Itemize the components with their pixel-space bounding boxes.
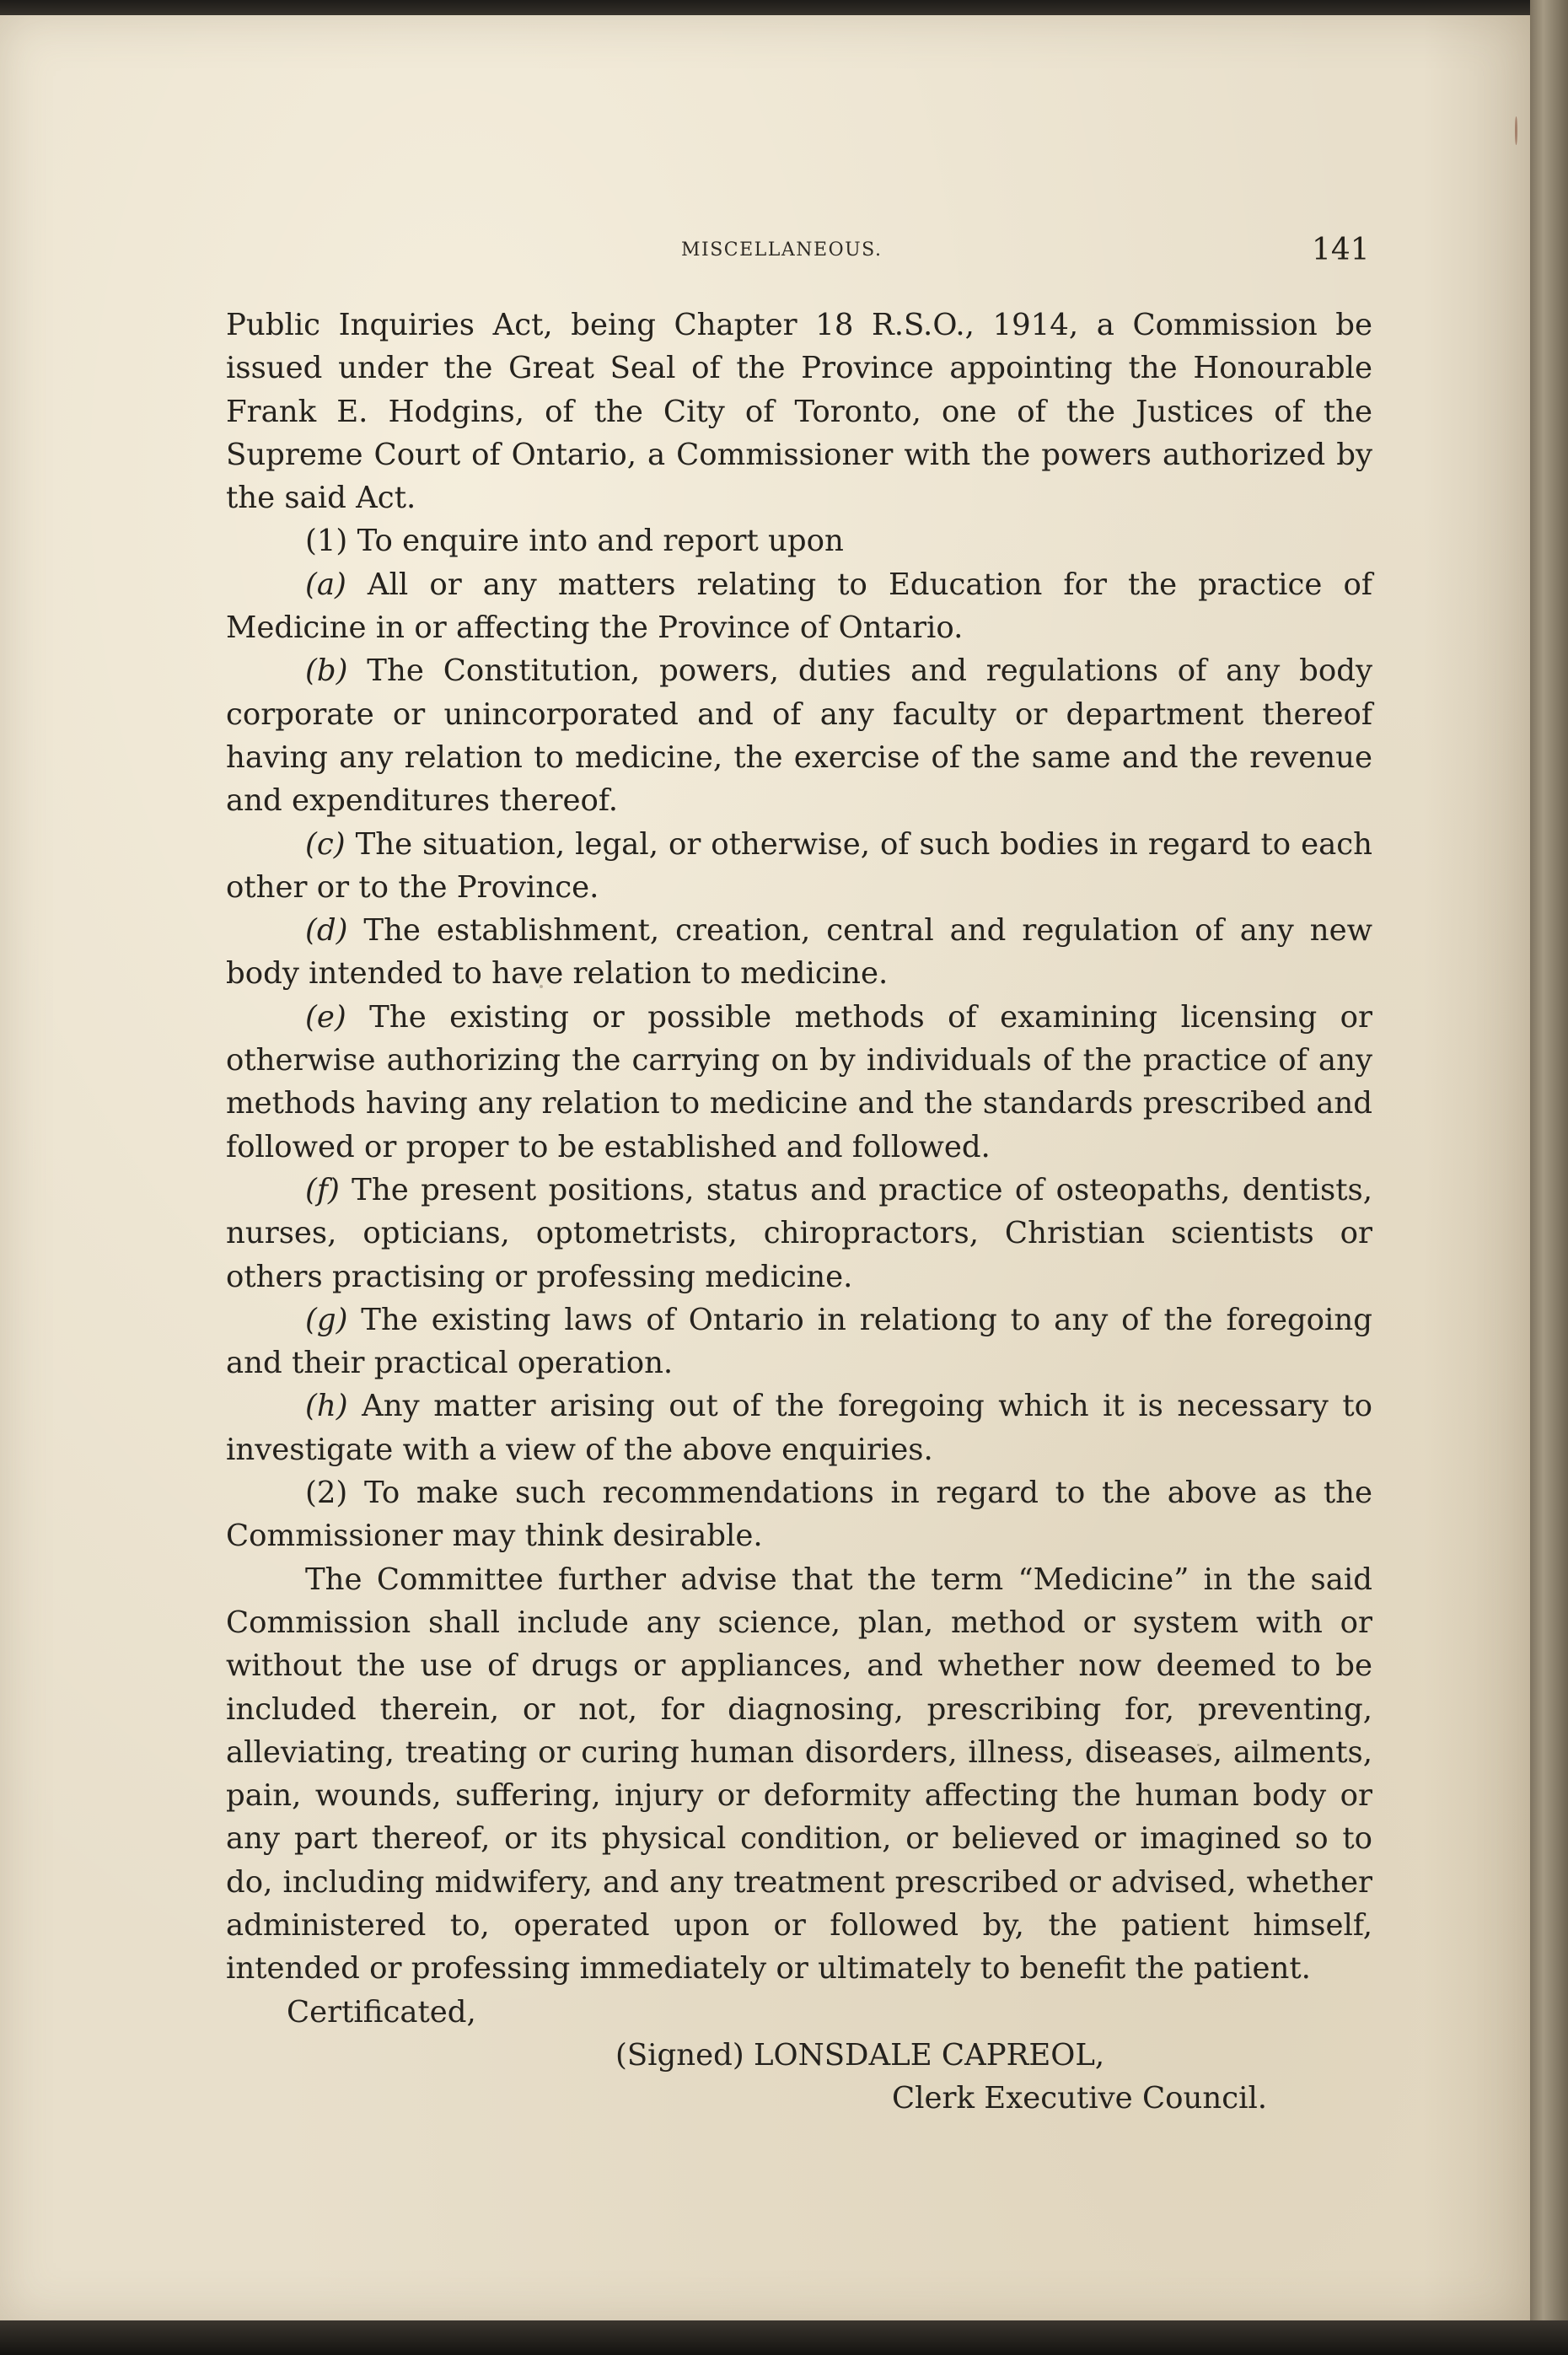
item-text: The establishment, creation, central and regulation of any new body intended to have relation to medicine. <box>226 913 1372 992</box>
item-text: Any matter arising out of the foregoing which it is necessary to investigate with a view of the above enquiries. <box>226 1389 1372 1467</box>
paper-mark <box>1515 116 1517 145</box>
item-text: The existing or possible methods of examining licensing or otherwise authorizing the carrying on by individuals of the practice of any methods having any relation to medicine and the standards prescribed and followed or proper to be established and followed. <box>226 999 1372 1164</box>
item-marker: (f) <box>305 1172 340 1207</box>
paragraph-intro: Public Inquiries Act, being Chapter 18 R.S.O., 1914, a Commission be issued under the Great Seal of the Province appointing the Honourable Frank E. Hodgins, of the City of Toronto, one of the Justices of the Supreme Court of Ontario, a Commissioner with the powers authorized by the said Act. <box>226 308 1372 516</box>
item-marker: (b) <box>305 653 348 689</box>
paragraph-item-f <box>226 1169 1372 1298</box>
item-marker: (g) <box>305 1302 348 1337</box>
body-text <box>226 304 1372 2120</box>
book-spine <box>1530 0 1568 2355</box>
paragraph-item-a <box>226 563 1372 650</box>
item-marker: (h) <box>305 1389 348 1424</box>
page-number: 141 <box>1312 233 1370 267</box>
item-text: All or any matters relating to Education for the practice of Medicine in or affecting the Province of Ontario. <box>226 567 1372 646</box>
item-marker: (c) <box>305 826 346 862</box>
paragraph-item-d <box>226 909 1372 996</box>
signatory-title: Clerk Executive Council. <box>892 2081 1268 2116</box>
certificated-line: Certificated, <box>287 1994 476 2030</box>
paragraph-item-2: (2) To make such recommendations in regard to the above as the Commissioner may think desirable. <box>226 1476 1372 1554</box>
running-head <box>0 233 1530 272</box>
item-text: The existing laws of Ontario in relationg to any of the foregoing and their practical operation. <box>226 1302 1372 1381</box>
paragraph-item-g <box>226 1298 1372 1385</box>
item-text: The Constitution, powers, duties and regulations of any body corporate or unincorporated and of any faculty or department thereof having any relation to medicine, the exercise of the same and the revenue and expenditures thereof. <box>226 653 1372 819</box>
paragraph-item-c <box>226 823 1372 910</box>
item-marker: (e) <box>305 999 346 1035</box>
paragraph-item-b <box>226 649 1372 822</box>
signature-line: (Signed) LONSDALE CAPREOL, <box>615 2037 1105 2073</box>
paragraph-item-e <box>226 996 1372 1169</box>
paragraph-item-1: (1) To enquire into and report upon <box>305 524 844 559</box>
item-text: The present positions, status and practice of osteopaths, dentists, nurses, opticians, optometrists, chiropractors, Christian scientists or others practising or professing medicine. <box>226 1172 1372 1294</box>
scan-edge-bottom <box>0 2320 1568 2355</box>
item-text: The situation, legal, or otherwise, of such bodies in regard to each other or to the Province. <box>226 826 1372 905</box>
paragraph-committee: The Committee further advise that the term “Medicine” in the said Commission shall include any science, plan, method or system with or without the use of drugs or appliances, and whether now deemed to be included therein, or not, for diagnosing, prescribing for, preventing, alleviating, treating or curing human disorders, illness, diseases, ailments, pain, wounds, suffering, injury or deformity affecting the human body or any part thereof, or its physical condition, or believed or imagined so to do, including midwifery, and any treatment prescribed or advised, whether administered to, operated upon or followed by, the patient himself, intended or professing immediately or ultimately to benefit the patient. <box>226 1562 1372 1987</box>
item-marker: (a) <box>305 567 346 602</box>
section-title: MISCELLANEOUS. <box>681 239 883 261</box>
item-marker: (d) <box>305 913 348 949</box>
paragraph-item-h <box>226 1385 1372 1471</box>
